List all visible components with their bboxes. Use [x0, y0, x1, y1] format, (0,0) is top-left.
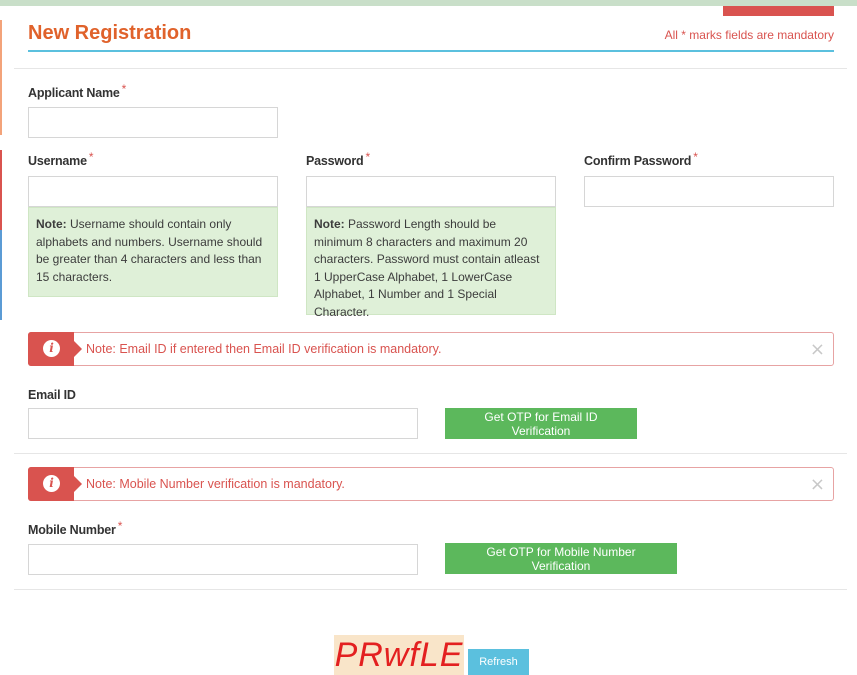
- password-input[interactable]: [306, 176, 556, 207]
- alert-badge: [28, 332, 74, 366]
- close-icon[interactable]: ×: [809, 474, 825, 495]
- top-red-tab: [723, 6, 834, 16]
- required-marker: *: [88, 150, 94, 164]
- required-marker: *: [121, 82, 127, 96]
- email-alert-text: Note: Email ID if entered then Email ID verification is mandatory.: [86, 342, 442, 356]
- username-note-text: Username should contain only alphabets and numbers. Username should be greater than 4 characters and less than 15 characters.: [36, 217, 263, 284]
- required-marker: *: [117, 519, 123, 533]
- password-note-prefix: Note:: [314, 217, 345, 231]
- registration-header: [28, 18, 834, 52]
- mobile-otp-button[interactable]: Get OTP for Mobile Number Verification: [445, 543, 677, 574]
- username-label-text: Username: [28, 154, 87, 168]
- mobile-label: [28, 519, 123, 537]
- password-label-text: Password: [306, 154, 364, 168]
- confirm-password-label-text: Confirm Password: [584, 154, 692, 168]
- email-label-text: Email ID: [28, 388, 76, 402]
- required-marker: *: [693, 150, 698, 164]
- email-label: [28, 388, 76, 402]
- mandatory-fields-note: All * marks fields are mandatory: [664, 28, 834, 42]
- password-label: [306, 150, 370, 168]
- confirm-password-label: [584, 150, 698, 168]
- password-note: [306, 207, 556, 319]
- close-icon[interactable]: ×: [809, 339, 825, 360]
- username-input[interactable]: [28, 176, 278, 207]
- email-otp-button[interactable]: Get OTP for Email ID Verification: [445, 408, 637, 439]
- info-icon: i: [43, 340, 60, 357]
- mobile-alert-text: Note: Mobile Number verification is mandatory.: [86, 477, 345, 491]
- header-separator: [14, 68, 847, 69]
- captcha-image: PRwfLE: [334, 636, 464, 674]
- applicant-name-label: [28, 82, 127, 100]
- confirm-password-input[interactable]: [584, 176, 834, 207]
- username-note-prefix: Note:: [36, 217, 67, 231]
- left-accent-blue: [0, 230, 2, 320]
- left-accent-red: [0, 150, 2, 230]
- mobile-input[interactable]: [28, 544, 418, 575]
- left-accent-orange: [0, 20, 2, 135]
- info-icon: i: [43, 475, 60, 492]
- password-note-text: Password Length should be minimum 8 characters and maximum 20 characters. Password must contain atleast 1 UpperCase Alphabet, 1 LowerCase Alphabet, 1 Number and 1 Special Character.: [314, 217, 540, 319]
- username-label: [28, 150, 94, 168]
- email-input[interactable]: [28, 408, 418, 439]
- username-note: [28, 207, 278, 297]
- alert-badge: [28, 467, 74, 501]
- email-verification-alert: [28, 332, 834, 366]
- required-marker: *: [365, 150, 370, 164]
- mobile-verification-alert: [28, 467, 834, 501]
- applicant-name-label-text: Applicant Name: [28, 86, 120, 100]
- page-title: New Registration: [28, 22, 192, 44]
- captcha-refresh-button[interactable]: Refresh: [468, 649, 529, 675]
- mobile-label-text: Mobile Number: [28, 523, 116, 537]
- mobile-section-separator: [14, 589, 847, 590]
- email-section-separator: [14, 453, 847, 454]
- applicant-name-input[interactable]: [28, 107, 278, 138]
